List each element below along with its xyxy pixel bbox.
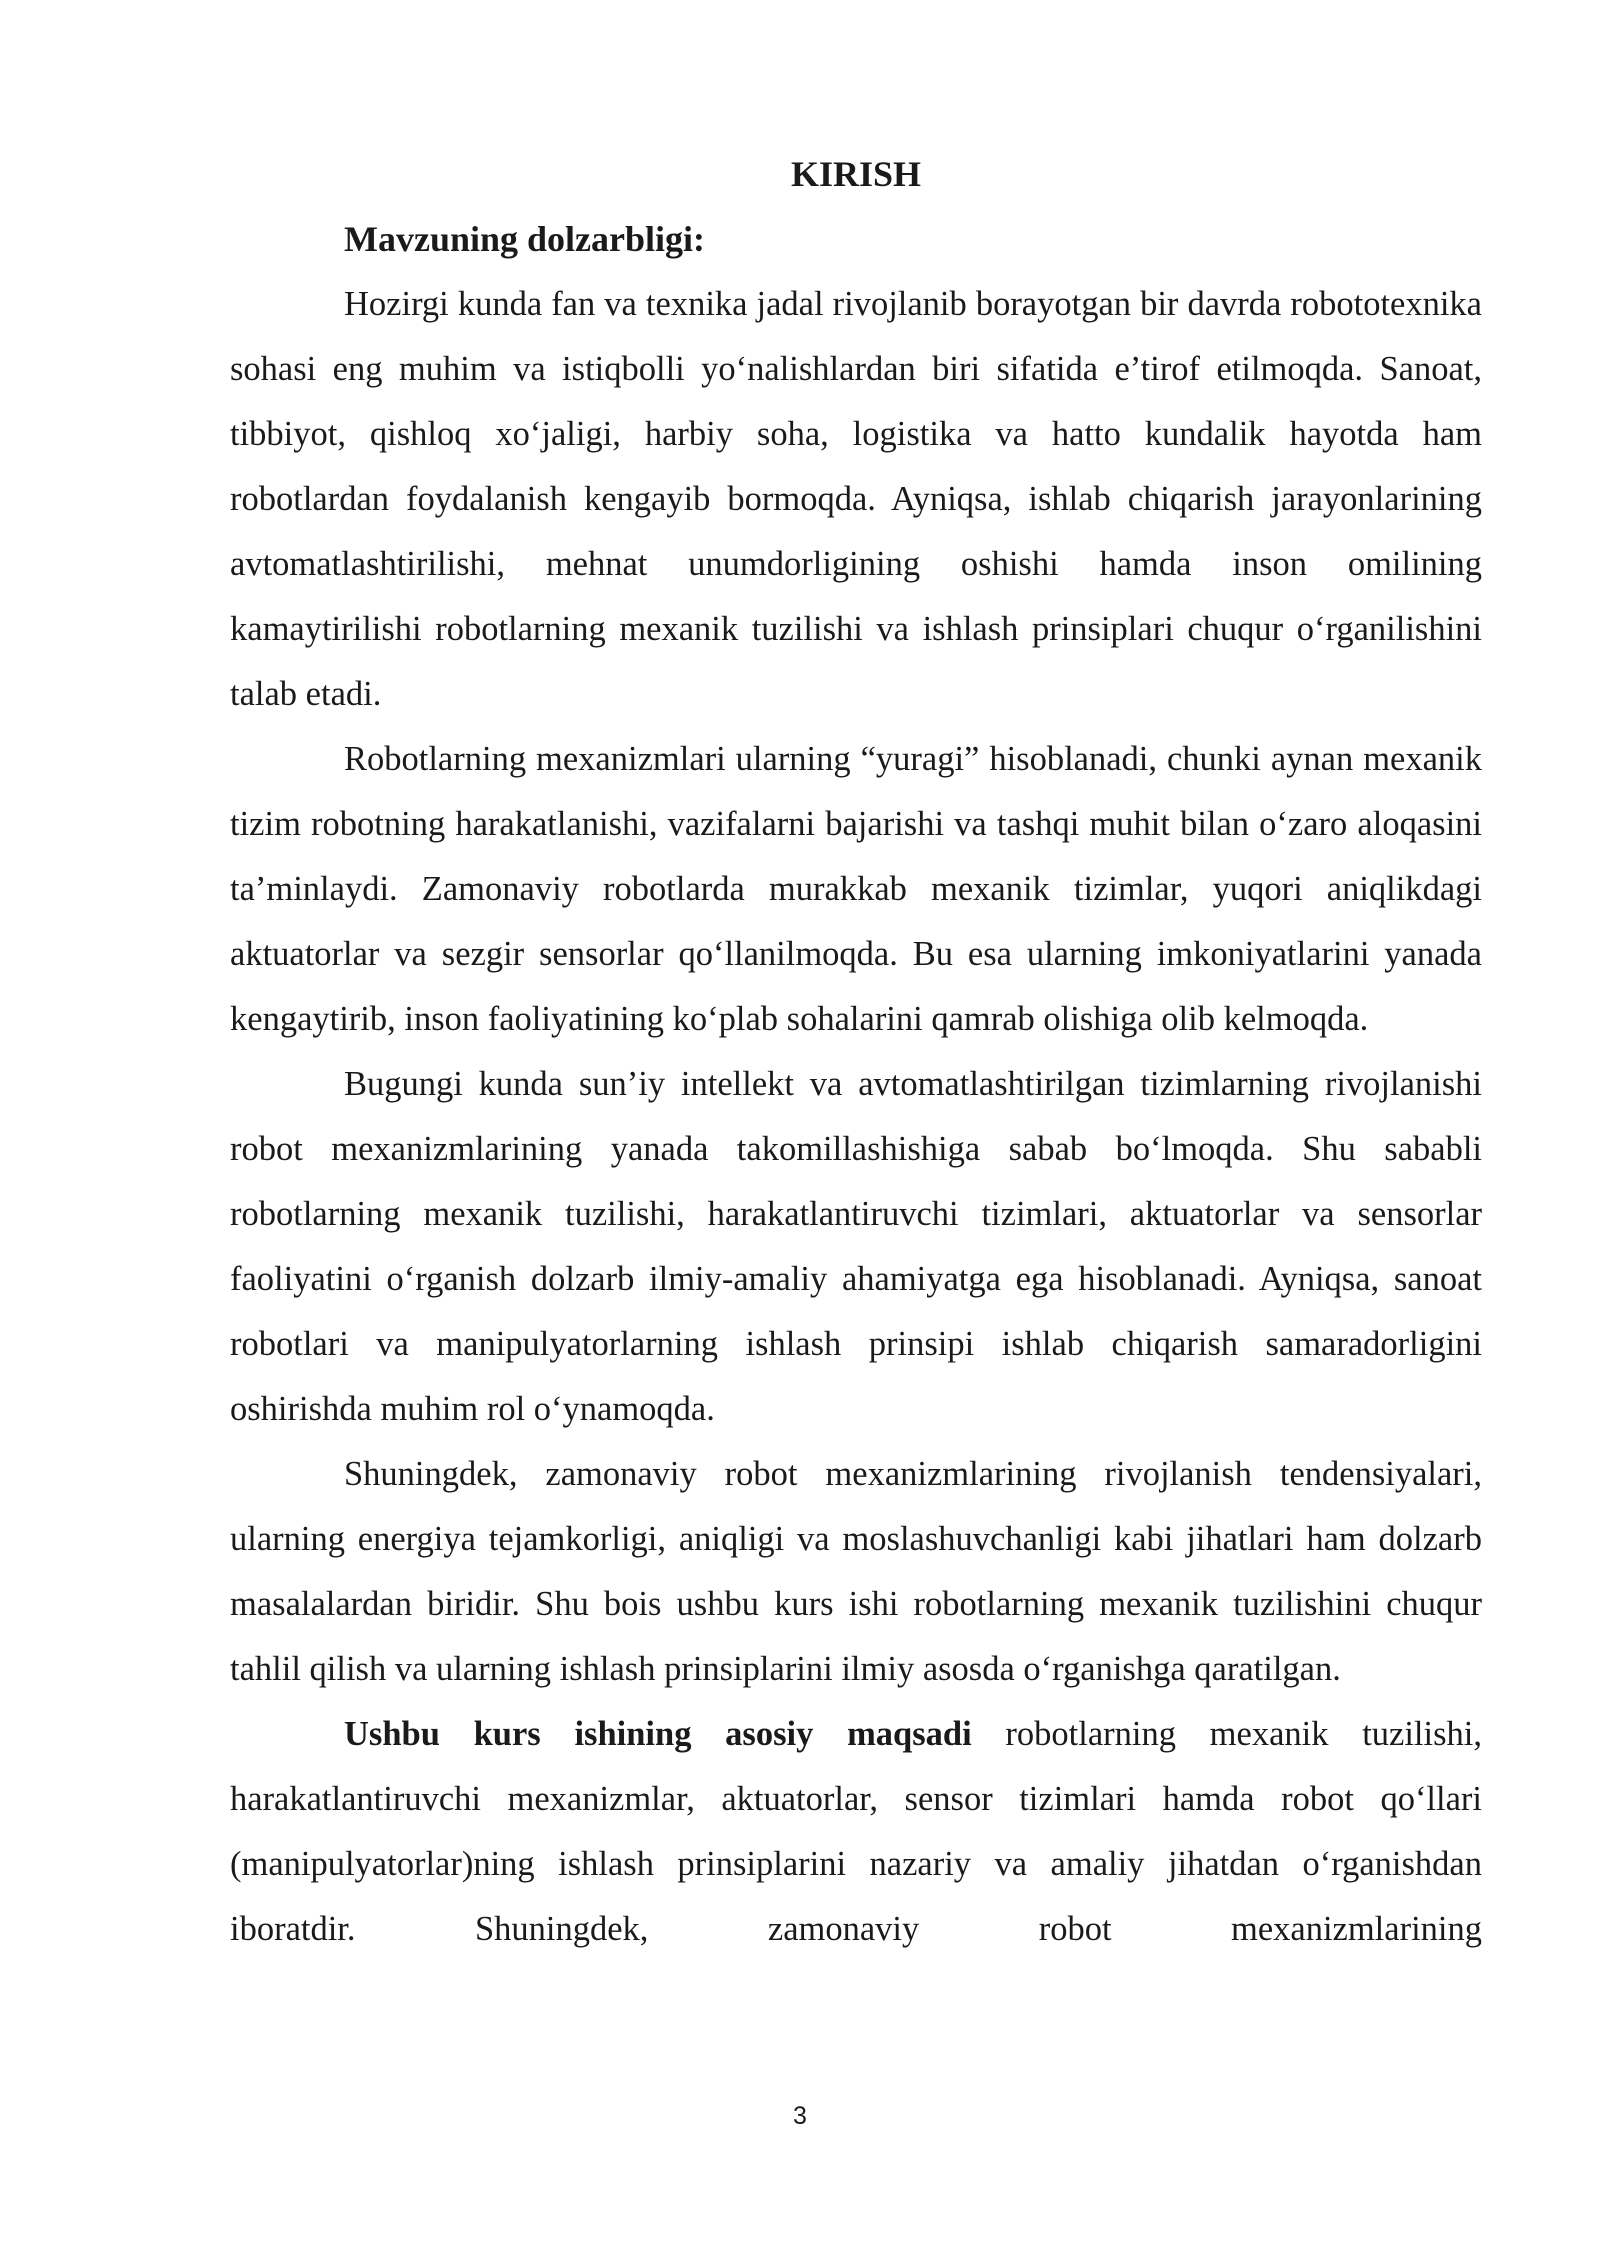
document-page: [230, 142, 1482, 1962]
paragraph-1: Hozirgi kunda fan va texnika jadal rivojlanib borayotgan bir davrda robototexnika sohasi eng muhim va istiqbolli yo‘nalishlardan biri sifatida e’tirof etilmoqda. Sanoat, tibbiyot, qishloq xo‘jaligi, harbiy soha, logistika va hatto kundalik hayotda ham robotlardan foydalanish kengayib bormoqda. Ayniqsa, ishlab chiqarish jarayonlarining avtomatlashtirilishi, mehnat unumdorligining oshishi hamda inson omilining kamaytirilishi robotlarning mexanik tuzilishi va ishlash prinsiplari chuqur o‘rganilishini talab etadi.: [230, 285, 1482, 713]
paragraph-5-bold-lead: Ushbu kurs ishining asosiy maqsadi: [344, 1715, 972, 1753]
paragraph-2: Robotlarning mexanizmlari ularning “yuragi” hisoblanadi, chunki aynan mexanik tizim robotning harakatlanishi, vazifalarni bajarishi va tashqi muhit bilan o‘zaro aloqasini ta’minlaydi. Zamonaviy robotlarda murakkab mexanik tizimlar, yuqori aniqlikdagi aktuatorlar va sezgir sensorlar qo‘llanilmoqda. Bu esa ularning imkoniyatlarini yanada kengaytirib, inson faoliyatining ko‘plab sohalarini qamrab olishiga olib kelmoqda.: [230, 740, 1482, 1038]
paragraph-5-text: robotlarning mexanik tuzilishi, harakatlantiruvchi mexanizmlar, aktuatorlar, sensor tizimlari hamda robot qo‘llari (manipulyatorlar)ning ishlash prinsiplarini nazariy va amaliy jihatdan o‘rganishdan iboratdir. Shuningdek, zamonaviy robot mexanizmlarining: [230, 1715, 1482, 1948]
page-number: 3: [793, 2102, 807, 2130]
paragraph-4: Shuningdek, zamonaviy robot mexanizmlarining rivojlanish tendensiyalari, ularning energiya tejamkorligi, aniqligi va moslashuvchanligi kabi jihatlari ham dolzarb masalalardan biridir. Shu bois ushbu kurs ishi robotlarning mexanik tuzilishini chuqur tahlil qilish va ularning ishlash prinsiplarini ilmiy asosda o‘rganishga qaratilgan.: [230, 1455, 1482, 1688]
subsection-heading: Mavzuning dolzarbligi:: [344, 219, 706, 259]
paragraph-3: Bugungi kunda sun’iy intellekt va avtomatlashtirilgan tizimlarning rivojlanishi robot mexanizmlarining yanada takomillashishiga sabab bo‘lmoqda. Shu sababli robotlarning mexanik tuzilishi, harakatlantiruvchi tizimlari, aktuatorlar va sensorlar faoliyatini o‘rganish dolzarb ilmiy-amaliy ahamiyatga ega hisoblanadi. Ayniqsa, sanoat robotlari va manipulyatorlarning ishlash prinsipi ishlab chiqarish samaradorligini oshirishda muhim rol o‘ynamoqda.: [230, 1065, 1482, 1428]
paragraph-5: [230, 1702, 1482, 1962]
section-heading: KIRISH: [790, 154, 922, 194]
